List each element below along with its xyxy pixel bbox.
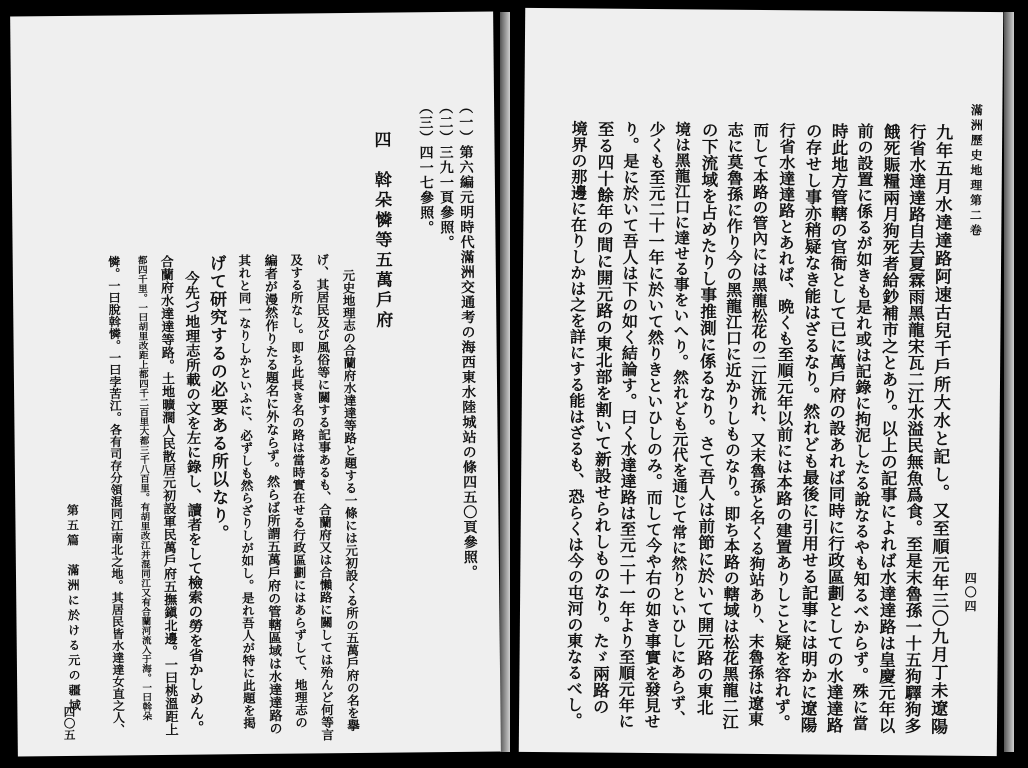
page-number: 四〇四: [962, 571, 978, 614]
footnote-2: （二）三九一頁參照。: [437, 99, 455, 251]
body-line: 境は黑龍江口に達せる事をいへり。然れども元代を通じて常に然りといひしにあらず、: [667, 121, 693, 726]
body-line: 今先づ地理志所載の文を左に錄し、讀者をして檢索の勞を省かしめん。: [182, 270, 205, 735]
left-page: [10, 11, 501, 756]
body-line: 憐。一曰脫斡憐。一曰孛苦江。各有司存分領混同江南北之地。其居民皆水達達女直之人、: [106, 255, 126, 736]
body-line: 合蘭府水達達等路。土地曠濶人民散居元初設軍民萬戶府五撫鎭北邊。一曰桃溫距上: [157, 254, 178, 736]
body-line: 及する所なし。即ち此長き名の路は當時實在せる行政區劃にはあらずして、地理志の: [288, 253, 309, 729]
footnote-1: （一）第六編元明時代滿洲交通考の海西東水陸城站の條四五〇頁參照。: [457, 99, 479, 580]
right-page: [519, 8, 1003, 756]
running-footer: 第五篇 滿洲に於ける元の疆域: [65, 503, 82, 714]
body-line: 其れと同一なりしかといふに、必ずしも然らざりしが如し。是れ吾人が特に此題を掲: [236, 254, 257, 730]
body-line: り。是に於いて吾人は下の如く結論す。曰く水達達路は至元二十一年より至順元年に: [615, 120, 641, 729]
body-line: 行省水達達路自去夏霖雨黑龍宋瓦二江水溢民無魚爲食。至是末魯孫一十五狗驛狗多: [901, 123, 927, 734]
book-spine-shadow: [500, 12, 510, 752]
book-spine-shadow: [1004, 12, 1014, 752]
body-line: 都四千里。一曰胡里改距上都四千二百里大都三千八百里。有胡里改江并混同江又有合蘭河流入于海。一曰斡朵: [135, 255, 152, 721]
body-line: げ、其居民及び風俗等に關する記事あるも、合蘭府又は合懶路に關しては殆んど何等言: [314, 253, 335, 741]
body-line: 時此地方管轄の官衙として已に萬戶府の設あれば同時に行政區劃としての水達達路: [823, 122, 849, 734]
body-line: 少くも至元二十一年に於いて然りきといひしのみ。而して今や右の如き事實を發見せ: [641, 120, 667, 730]
body-line: 前の設置に係るが如きも是れ或は記錄に拘泥したる說なるやも知るべからず。殊に當: [849, 122, 875, 731]
page-number: 四〇五: [62, 705, 77, 741]
body-line: 元史地理志の合蘭府水達達等路と題する一條には元初設くる所の五萬戶府の名を擧: [340, 268, 361, 732]
footnote-3: （三）四一七參照。: [417, 100, 435, 236]
body-line: 志に莫魯孫に作り今の黑龍江口に近かりしものなり。即ち本路の轄域は松花黑龍二江: [719, 121, 745, 730]
body-line: 九年五月水達達路阿速古兒千戶所大水と記し。又至順元年三〇九月丁未遼陽: [926, 123, 953, 736]
body-line: 編者が漫然作りたる題名に外ならず。然らば所謂五萬戶府の管轄區域は水達達路の: [261, 253, 282, 735]
body-line: の存せし事亦稍疑なき能はざるなり。然れども最後に引用せる記事には明かに遼陽: [797, 122, 823, 734]
section-heading: 四 斡朵憐等五萬戶府: [370, 130, 393, 331]
running-header: 滿洲歷史地理第二卷: [968, 103, 984, 239]
body-line: 而して本路の管內には黑龍松花の二江流れ、又末魯孫と名くる狗站あり、末魯孫は遼東: [745, 121, 771, 727]
body-line: 至る四十餘年の間に開元路の東北部を割いて新設せられしものなり。たゞ兩路の: [590, 120, 615, 715]
body-line: 行省水達達路とあれば、晩くも至順元年以前には本路の建置ありしこと疑を容れず。: [771, 122, 797, 731]
body-line: 餓死賑糧兩月狗死者給鈔補市之とあり。以上の記事によれば水達達路は皇慶元年以: [875, 123, 901, 734]
body-line: げて研究するの必要ある所以なり。: [205, 254, 229, 543]
body-line: 境界の那邊に在りしかは之を詳にする能はざるも、恐らくは今の屯河の東なるべし。: [563, 120, 589, 729]
body-line: の下流域を占めたりし事推測に係るなり。さて吾人は前節に於いて開元路の東北: [694, 121, 719, 716]
